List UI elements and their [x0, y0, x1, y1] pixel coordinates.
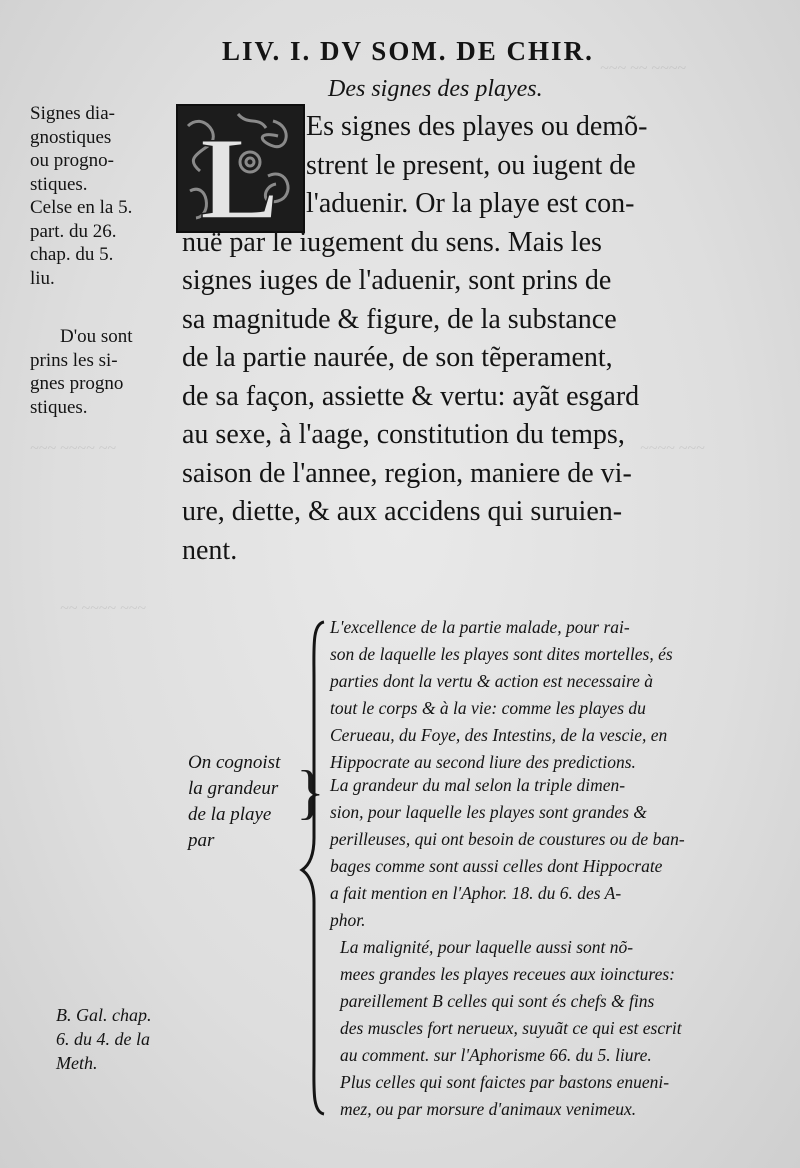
item-line: La malignité, pour laquelle aussi sont nõ- [340, 937, 634, 957]
item-line: mez, ou par morsure d'animaux venimeux. [340, 1099, 637, 1119]
body-line: sa magnitude & figure, de la substance [182, 303, 617, 335]
body-line: nuë par le iugement du sens. Mais les [182, 226, 602, 258]
margin-note-line: stiques. [30, 173, 88, 195]
margin-note-line: D'ou sont [60, 326, 133, 347]
ref-line: B. Gal. chap. [56, 1005, 152, 1025]
section-title: Des signes des playes. [328, 76, 543, 102]
margin-note-line: chap. du 5. [30, 244, 114, 265]
show-through-texture: ~~ ~~~~ ~~~ [60, 600, 146, 617]
brace-heading-line: la grandeur [188, 778, 279, 799]
item-line: a fait mention en l'Aphor. 18. du 6. des A- [330, 883, 622, 903]
body-line: de sa façon, assiette & vertu: ayãt esgard [182, 380, 640, 412]
item-line: au comment. sur l'Aphorisme 66. du 5. liure. [340, 1045, 652, 1065]
item-line: Cerueau, du Foye, des Intestins, de la vescie, en [330, 725, 668, 745]
ref-line: Meth. [56, 1053, 98, 1073]
large-curly-brace [298, 618, 328, 1118]
body-line: de la partie naurée, de son tẽperament, [182, 342, 613, 373]
svg-text:L: L [200, 113, 279, 231]
item-line: des muscles fort nerueux, suyuãt ce qui est escrit [340, 1018, 682, 1038]
item-line: bages comme sont aussi celles dont Hippocrate [330, 856, 663, 876]
brace-heading-line: de la playe [188, 804, 272, 825]
body-line: nent. [182, 534, 238, 566]
item-line: parties dont la vertu & action est necessaire à [330, 671, 654, 691]
margin-note-line: gnostiques [30, 126, 112, 148]
brace-heading [188, 750, 280, 854]
item-excellence [330, 614, 750, 776]
main-text [182, 108, 647, 570]
margin-note-line: prins les si- [30, 349, 118, 371]
margin-note-line: Signes dia- [30, 103, 115, 124]
item-line: phor. [330, 910, 366, 930]
item-line: son de laquelle les playes sont dites mortelles, és [330, 644, 673, 664]
running-head: LIV. I. DV SOM. DE CHIR. [222, 36, 594, 66]
margin-note-prognostic-sources [30, 325, 180, 419]
margin-note-line: part. du 26. [30, 220, 117, 242]
body-line: signes iuges de l'aduenir, sont prins de [182, 265, 612, 296]
brace-heading-line: par [188, 830, 215, 851]
show-through-texture: ~~~ ~~~~ ~~ [30, 440, 116, 457]
margin-reference-galen [56, 1003, 151, 1075]
item-malignite [340, 934, 760, 1123]
show-through-texture: ~~~ ~~ ~~~~ [600, 60, 686, 77]
body-line: strent le present, ou iugent de [306, 149, 636, 181]
small-curly-brace: } [296, 759, 325, 825]
item-line: Hippocrate au second liure des predictions. [330, 752, 636, 772]
item-line: sion, pour laquelle les playes sont grandes & [330, 802, 647, 822]
item-line: Plus celles qui sont faictes par bastons enueni- [340, 1072, 670, 1092]
item-line: tout le corps & à la vie: comme les playes du [330, 698, 646, 718]
item-line: La grandeur du mal selon la triple dimen- [330, 775, 626, 795]
body-line: Es signes des playes ou demõ- [306, 111, 648, 142]
item-line: L'excellence de la partie malade, pour rai- [330, 617, 630, 637]
margin-note-line: ou progno- [30, 150, 114, 171]
margin-note-line: liu. [30, 267, 55, 289]
item-line: mees grandes les playes receues aux ioinctures: [340, 964, 675, 984]
item-grandeur [330, 772, 750, 934]
body-line: l'aduenir. Or la playe est con- [306, 188, 635, 219]
margin-note-line: Celse en la 5. [30, 197, 133, 218]
body-line: au sexe, à l'aage, constitution du temps, [182, 419, 625, 450]
body-line: ure, diette, & aux accidens qui suruien- [182, 496, 623, 527]
margin-note-diagnostic-signs [30, 102, 180, 290]
margin-note-line: gnes progno [30, 373, 124, 394]
margin-note-line: stiques. [30, 396, 88, 418]
show-through-texture: ~~~~ ~~~ [640, 440, 705, 457]
body-line: saison de l'annee, region, maniere de vi- [182, 457, 632, 489]
brace-heading-line: On cognoist [188, 752, 281, 773]
item-line: perilleuses, qui ont besoin de coustures ou de ban- [330, 829, 685, 849]
ref-line: 6. du 4. de la [56, 1029, 150, 1049]
item-line: pareillement B celles qui sont és chefs & fins [340, 991, 655, 1011]
